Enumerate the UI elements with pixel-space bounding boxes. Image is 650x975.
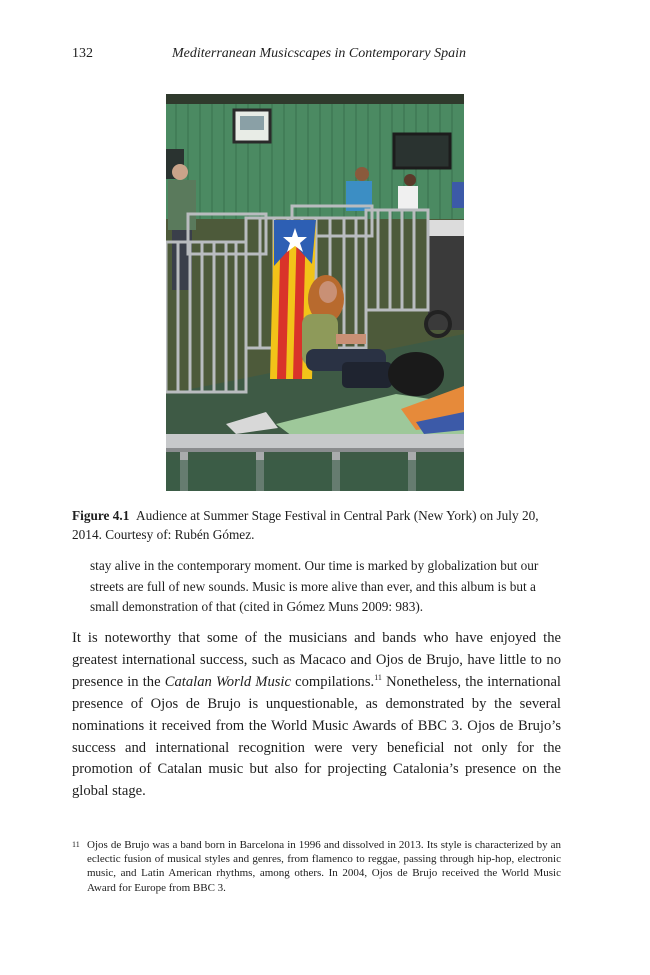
figure-photo: [166, 94, 464, 491]
footnote-number: 11: [72, 840, 80, 849]
audience-photo-illustration: [166, 94, 464, 491]
footnote: [72, 838, 561, 895]
body-text-part3: Nonetheless, the international presence of Ojos de Brujo is unquestionable, as demonstrated by the several nominations it received from the World Music Awards of BBC 3. Ojos de Brujo’s success and international recognition were very beneficial not only for the promotion of Catalan music but also for projecting Catalonia’s presence on the global stage.: [72, 673, 561, 800]
figure-caption: [72, 506, 562, 544]
footnote-text: Ojos de Brujo was a band born in Barcelona in 1996 and dissolved in 2013. Its style is characterized by an eclectic fusion of musical styles and genres, from flamenco to reggae, passing through hip-hop, electronic music, and Latin American rhythms, among others. In 2004, Ojos de Brujo received the World Music Award for Europe from BBC 3.: [87, 839, 561, 894]
running-title: Mediterranean Musicscapes in Contemporary Spain: [172, 46, 466, 61]
figure-label: Figure 4.1: [72, 508, 130, 523]
block-quote: stay alive in the contemporary moment. Our time is marked by globalization but our streets are full of new sounds. Music is more alive than ever, and this album is but a small demonstration of that (cited in Gómez Muns 2009: 983).: [90, 558, 539, 614]
body-text-part2: compilations.: [290, 673, 375, 690]
page-number: 132: [72, 46, 93, 61]
figure-caption-text: Audience at Summer Stage Festival in Central Park (New York) on July 20, 2014. Courtesy of: Rubén Gómez.: [72, 508, 539, 542]
book-title: Catalan World Music: [164, 673, 291, 690]
body-text-part1: It is noteworthy that some of the musicians and bands who have enjoyed the greatest international success, such as Macaco and Ojos de Brujo, have little to no presence in the: [72, 630, 561, 690]
page-header: [72, 46, 562, 66]
body-paragraph: [72, 628, 561, 803]
footnote-reference[interactable]: 11: [374, 672, 382, 682]
